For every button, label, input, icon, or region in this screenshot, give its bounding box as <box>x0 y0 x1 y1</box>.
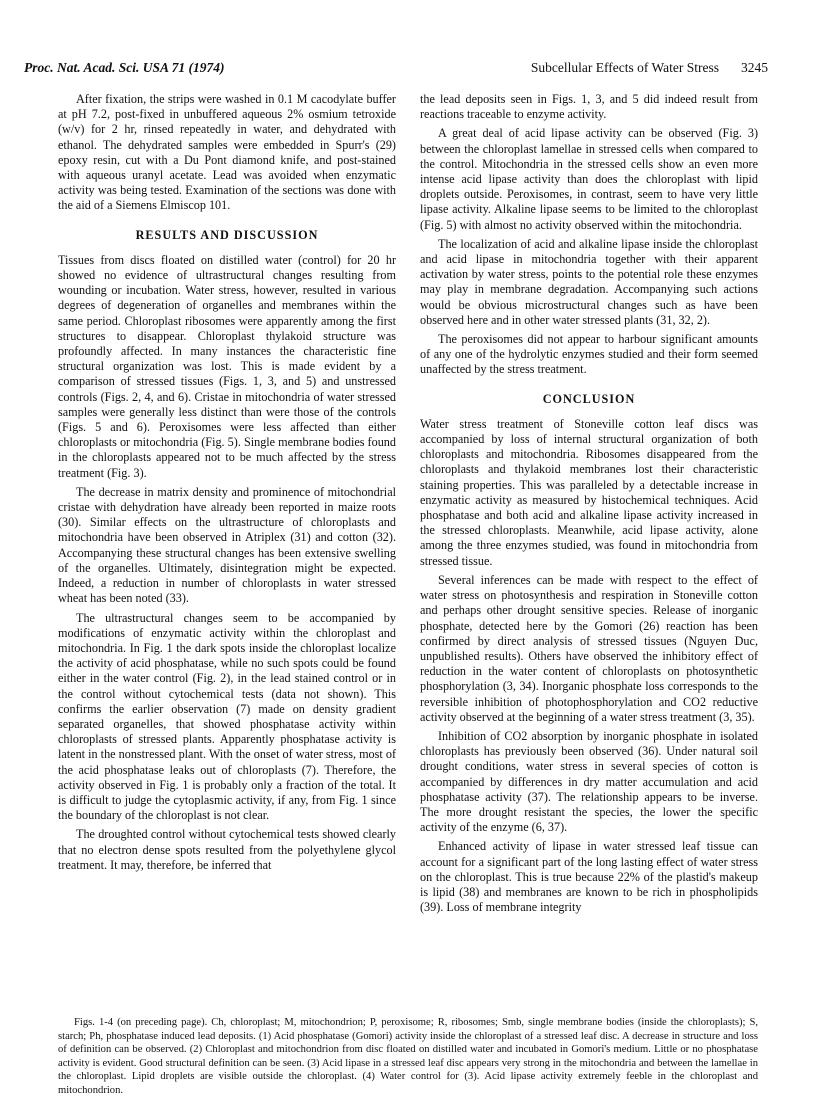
results-paragraph-1: Tissues from discs floated on distilled water (control) for 20 hr showed no evidence of ultrastructural changes resulting from wounding or incubation. Water stress, however, resulted in various degrees of degeneration of organelles and membranes within the same period. Chloroplast ribosomes were apparently among the first structures to disappear. Chloroplast thylakoid structure was profoundly affected. In many instances the characteristic fine structural organization was lost. This is made evident by a comparison of stressed tissues (Figs. 1, 3, and 5) and unstressed controls (Figs. 2, 4, and 6). Cristae in mitochondria of water stressed samples were generally less distinct than were those of the controls (Figs. 5 and 6). Peroxisomes were less affected than either chloroplasts or mitochondria (Fig. 5). Single membrane bodies found in the chloroplasts appeared not to be much affected by the stress treatment (Fig. 3). <box>58 252 396 480</box>
results-paragraph-7: The localization of acid and alkaline lipase inside the chloroplast and acid lipase in mitochondria together with their apparent activation by water stress, points to the potential role these enzymes may play in membrane degradation. Accompanying such actions would be obvious microstructural changes such as have been observed here and in other water stressed plants (31, 32, 2). <box>420 236 758 327</box>
results-paragraph-6: A great deal of acid lipase activity can be observed (Fig. 3) between the chloroplast lamellae in stressed cells when compared to the control. Mitochondria in the stressed cells show an even more intense acid lipase activity than does the chloroplast with lipid droplets outside. Peroxisomes, in contrast, seem to have very little lipase activity. Alkaline lipase seems to be limited to the chloroplast (Fig. 5) with almost no activity observed within the mitochondria. <box>420 126 758 232</box>
results-paragraph-2: The decrease in matrix density and prominence of mitochondrial cristae with dehydration have already been reported in maize roots (30). Similar effects on the ultrastructure of chloroplasts and mitochondria have been observed in Atriplex (31) and cotton (32). Accompanying these structural changes has been extensive swelling of the organelles. Ultimately, disintegration might be expected. Indeed, a reduction in number of chloroplasts in water stressed wheat has been noted (33). <box>58 484 396 606</box>
results-paragraph-8: The peroxisomes did not appear to harbour significant amounts of any one of the hydrolytic enzymes studied and their form seemed unaffected by the stress treatment. <box>420 332 758 377</box>
figure-caption: Figs. 1-4 (on preceding page). Ch, chloroplast; M, mitochondrion; P, peroxisome; R, ribosomes; Smb, single membrane bodies (inside the chloroplasts); S, starch; Ph, phosphatase induced lead deposits. (1) Acid phosphatase (Gomori) activity inside the chloroplast of a stressed leaf disc. A decrease in structure and loss of definition can be observed. (2) Chloroplast and mitochondrion from disc floated on distilled water and incubated in Gomori's medium. Little or no phosphatase activity is evident. Good structural definition can be seen. (3) Acid lipase in a stressed leaf disc appears very strong in the mitochondria and between the lamellae in the chloroplast. Lipid droplets are visible outside the chloroplast. (4) Water control for (3). Acid lipase activity extremely feeble in the chloroplast and mitochondrion. <box>58 1017 758 1096</box>
conclusion-paragraph-4: Enhanced activity of lipase in water stressed leaf tissue can account for a significant part of the long lasting effect of water stress on the chloroplast. This is true because 22% of the plastid's makeup is lipid (38) and membranes are known to be rich in phospholipids (39). Loss of membrane integrity <box>420 839 758 915</box>
results-paragraph-4: The droughted control without cytochemical tests showed clearly that no electron dense spots resulted from the polyethylene glycol treatment. It may, therefore, be inferred that <box>58 827 396 872</box>
running-title: Subcellular Effects of Water Stress <box>530 60 719 75</box>
right-column <box>420 92 758 919</box>
conclusion-heading: CONCLUSION <box>542 391 636 406</box>
conclusion-paragraph-3: Inhibition of CO2 absorption by inorganic phosphate in isolated chloroplasts has previously been observed (36). Under natural soil drought conditions, water stress in several species of cotton is accompanied by differences in dry matter accumulation and acid phosphatase activity (37). The relationship appears to be inverse. The more drought resistant the species, the lower the specific activity of the enzyme (6, 37). <box>420 728 758 835</box>
methods-paragraph: After fixation, the strips were washed in 0.1 M cacodylate buffer at pH 7.2, post-fixed in unbuffered aqueous 2% osmium tetroxide (w/v) for 2 hr, rinsed repeatedly in water, and dehydrated with ethanol. The dehydrated samples were embedded in Spurr's (29) epoxy resin, cut with a Du Pont diamond knife, and post-stained with aqueous uranyl acetate. Lead was avoided when enzymatic activity was being tested. Examination of the sections was done with the aid of a Siemens Elmiscop 101. <box>58 92 396 213</box>
results-paragraph-3: The ultrastructural changes seem to be accompanied by modifications of enzymatic activity within the chloroplast and mitochondria. In Fig. 1 the dark spots inside the chloroplast localize the activity of acid phosphatase, while no such spots could be found either in the water control (Fig. 2), in the lead stained control or in the control without cytochemical tests (data not shown). This confirms the earlier observation (7) made on density gradient separated organelles, that showed phosphatase activity within chloroplasts of stressed plants. Apparently phosphatase activity is latent in the nonstressed plant. With the onset of water stress, most of the acid phosphatase leaks out of chloroplasts (7). Therefore, the activity observed in Fig. 1 is probably only a fraction of the total. It is difficult to judge the cytoplasmic activity, if any, from Fig. 1 since the boundary of the chloroplast is not clear. <box>58 610 396 823</box>
results-heading: RESULTS AND DISCUSSION <box>135 227 319 242</box>
results-paragraph-5: the lead deposits seen in Figs. 1, 3, and 5 did indeed result from reactions traceable to enzyme activity. <box>420 92 758 122</box>
conclusion-paragraph-2: Several inferences can be made with respect to the effect of water stress on photosynthesis and respiration in Stoneville cotton and perhaps other drought sensitive species. Release of inorganic phosphate, detected here by the Gomori (26) reaction has been confirmed by direct analysis of stressed tissues (Nguyen Duc, unpublished results). Others have observed the inhibitory effect of reduction in the water content of chloroplasts on photosynthetic phosphorylation (3, 34). Inorganic phosphate loss corresponds to the reversible inhibition of photophosphorylation and CO2 reductive activity observed at the beginning of a water stress treatment (3, 35). <box>420 572 758 724</box>
page-number: 3245 <box>741 60 768 75</box>
journal-citation: Proc. Nat. Acad. Sci. USA 71 (1974) <box>24 60 225 75</box>
running-header <box>531 60 768 76</box>
left-column <box>58 92 396 877</box>
conclusion-paragraph-1: Water stress treatment of Stoneville cotton leaf discs was accompanied by loss of internal structural organization of both chloroplasts and mitochondria. Ribosomes disappeared from the chloroplasts and thylakoid membranes lost their characteristic staining properties. This was paralleled by a detectable increase in enzymatic activity as measured by histochemical techniques. Acid phosphatase and both acid and alkaline lipase activity increased in the stressed chloroplasts. Meanwhile, acid lipase activity, alone among the three enzymes studied, was found in mitochondria from stressed tissue. <box>420 416 758 568</box>
